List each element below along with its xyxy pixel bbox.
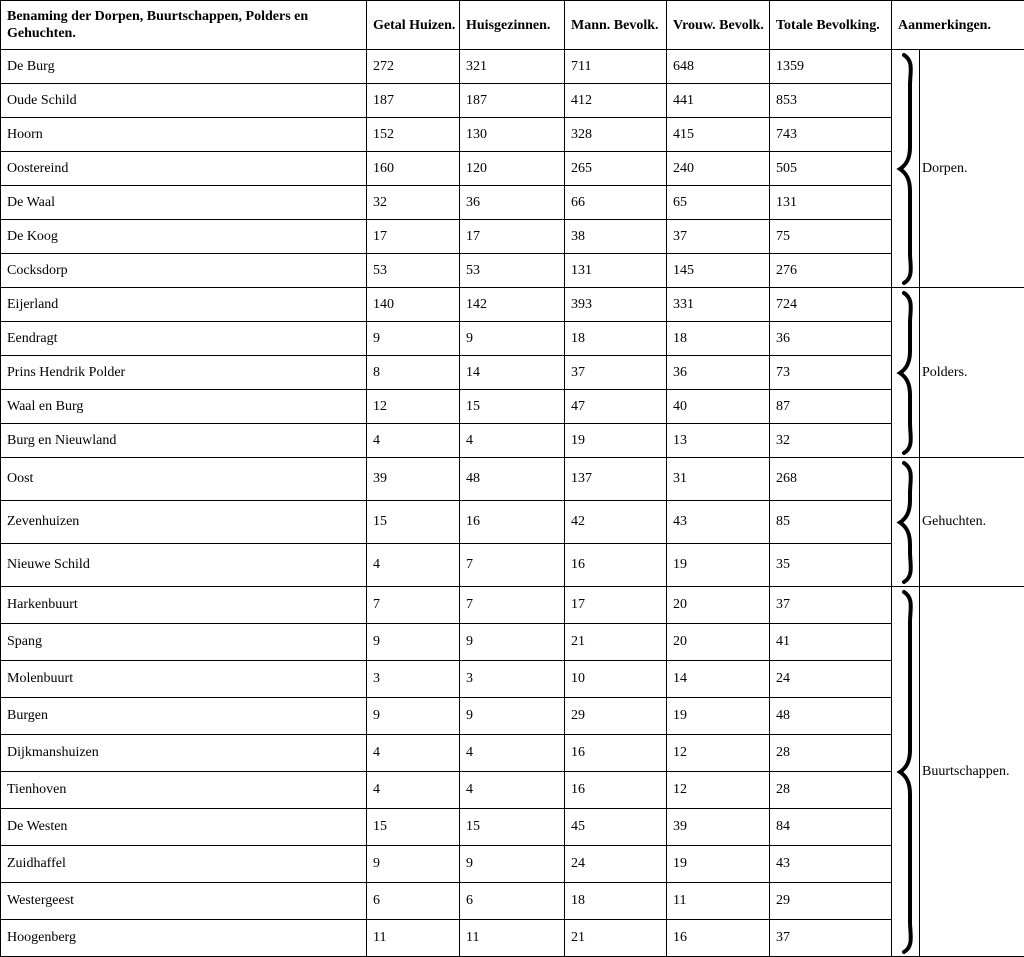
cell-female: 39 xyxy=(667,809,770,846)
brace-cell xyxy=(892,288,920,458)
cell-total: 75 xyxy=(770,220,892,254)
cell-total: 35 xyxy=(770,544,892,587)
cell-name: Burgen xyxy=(1,698,367,735)
cell-male: 265 xyxy=(565,152,667,186)
header-total: Totale Bevolking. xyxy=(770,1,892,50)
cell-female: 11 xyxy=(667,883,770,920)
cell-male: 37 xyxy=(565,356,667,390)
cell-female: 65 xyxy=(667,186,770,220)
cell-houses: 15 xyxy=(367,809,460,846)
cell-name: Harkenbuurt xyxy=(1,587,367,624)
remark-label: Buurtschappen. xyxy=(922,763,1010,779)
cell-female: 20 xyxy=(667,587,770,624)
cell-female: 12 xyxy=(667,772,770,809)
cell-houses: 272 xyxy=(367,50,460,84)
cell-male: 19 xyxy=(565,424,667,458)
cell-name: Zuidhaffel xyxy=(1,846,367,883)
header-male: Mann. Bevolk. xyxy=(565,1,667,50)
cell-total: 276 xyxy=(770,254,892,288)
cell-female: 19 xyxy=(667,698,770,735)
cell-female: 14 xyxy=(667,661,770,698)
cell-houses: 140 xyxy=(367,288,460,322)
cell-male: 42 xyxy=(565,501,667,544)
brace-cell xyxy=(892,458,920,587)
cell-name: Nieuwe Schild xyxy=(1,544,367,587)
cell-female: 19 xyxy=(667,846,770,883)
cell-households: 36 xyxy=(460,186,565,220)
cell-female: 240 xyxy=(667,152,770,186)
remark-cell xyxy=(920,458,1024,587)
table-row xyxy=(1,254,1024,288)
cell-female: 20 xyxy=(667,624,770,661)
cell-total: 268 xyxy=(770,458,892,501)
cell-male: 328 xyxy=(565,118,667,152)
header-houses: Getal Huizen. xyxy=(367,1,460,50)
cell-male: 47 xyxy=(565,390,667,424)
cell-total: 743 xyxy=(770,118,892,152)
remark-cell xyxy=(920,50,1024,288)
cell-male: 29 xyxy=(565,698,667,735)
cell-total: 37 xyxy=(770,587,892,624)
cell-households: 142 xyxy=(460,288,565,322)
cell-male: 16 xyxy=(565,544,667,587)
header-name: Benaming der Dorpen, Buurtschappen, Polders en Gehuchten. xyxy=(1,1,367,50)
table-row xyxy=(1,152,1024,186)
table-row xyxy=(1,544,1024,587)
cell-male: 10 xyxy=(565,661,667,698)
cell-total: 505 xyxy=(770,152,892,186)
remark-cell xyxy=(920,288,1024,458)
brace-cell xyxy=(892,587,920,957)
cell-houses: 11 xyxy=(367,920,460,957)
cell-houses: 4 xyxy=(367,424,460,458)
cell-name: Spang xyxy=(1,624,367,661)
cell-houses: 6 xyxy=(367,883,460,920)
cell-male: 21 xyxy=(565,920,667,957)
header-households: Huisgezinnen. xyxy=(460,1,565,50)
cell-name: Molenbuurt xyxy=(1,661,367,698)
cell-houses: 4 xyxy=(367,544,460,587)
cell-households: 48 xyxy=(460,458,565,501)
cell-male: 45 xyxy=(565,809,667,846)
cell-households: 9 xyxy=(460,322,565,356)
table-row xyxy=(1,322,1024,356)
cell-name: Prins Hendrik Polder xyxy=(1,356,367,390)
cell-houses: 15 xyxy=(367,501,460,544)
cell-female: 415 xyxy=(667,118,770,152)
cell-female: 43 xyxy=(667,501,770,544)
cell-name: Zevenhuizen xyxy=(1,501,367,544)
table-row xyxy=(1,587,1024,624)
cell-female: 40 xyxy=(667,390,770,424)
cell-households: 4 xyxy=(460,772,565,809)
cell-households: 15 xyxy=(460,390,565,424)
cell-male: 18 xyxy=(565,883,667,920)
cell-male: 16 xyxy=(565,735,667,772)
cell-houses: 53 xyxy=(367,254,460,288)
cell-households: 53 xyxy=(460,254,565,288)
table-row xyxy=(1,772,1024,809)
cell-houses: 9 xyxy=(367,322,460,356)
header-female: Vrouw. Bevolk. xyxy=(667,1,770,50)
table-row xyxy=(1,846,1024,883)
cell-female: 13 xyxy=(667,424,770,458)
cell-female: 18 xyxy=(667,322,770,356)
cell-name: Tienhoven xyxy=(1,772,367,809)
cell-name: Hoorn xyxy=(1,118,367,152)
cell-male: 16 xyxy=(565,772,667,809)
cell-male: 412 xyxy=(565,84,667,118)
cell-houses: 160 xyxy=(367,152,460,186)
cell-female: 12 xyxy=(667,735,770,772)
cell-houses: 17 xyxy=(367,220,460,254)
cell-name: Eendragt xyxy=(1,322,367,356)
cell-houses: 9 xyxy=(367,624,460,661)
cell-male: 17 xyxy=(565,587,667,624)
cell-houses: 39 xyxy=(367,458,460,501)
cell-name: Waal en Burg xyxy=(1,390,367,424)
cell-households: 17 xyxy=(460,220,565,254)
table-row xyxy=(1,661,1024,698)
cell-name: Hoogenberg xyxy=(1,920,367,957)
table-row xyxy=(1,356,1024,390)
cell-male: 711 xyxy=(565,50,667,84)
cell-name: De Waal xyxy=(1,186,367,220)
cell-total: 43 xyxy=(770,846,892,883)
cell-households: 9 xyxy=(460,624,565,661)
cell-name: De Koog xyxy=(1,220,367,254)
brace-cell xyxy=(892,50,920,288)
cell-total: 73 xyxy=(770,356,892,390)
cell-total: 32 xyxy=(770,424,892,458)
table-body xyxy=(1,50,1024,957)
cell-total: 85 xyxy=(770,501,892,544)
cell-name: De Burg xyxy=(1,50,367,84)
cell-name: Dijkmanshuizen xyxy=(1,735,367,772)
cell-houses: 187 xyxy=(367,84,460,118)
table-row xyxy=(1,920,1024,957)
table-row xyxy=(1,288,1024,322)
table-row xyxy=(1,390,1024,424)
cell-male: 38 xyxy=(565,220,667,254)
table-row xyxy=(1,809,1024,846)
cell-total: 87 xyxy=(770,390,892,424)
cell-households: 321 xyxy=(460,50,565,84)
table-row xyxy=(1,624,1024,661)
cell-total: 29 xyxy=(770,883,892,920)
table-row xyxy=(1,186,1024,220)
cell-households: 4 xyxy=(460,735,565,772)
cell-name: Eijerland xyxy=(1,288,367,322)
cell-male: 24 xyxy=(565,846,667,883)
cell-name: Cocksdorp xyxy=(1,254,367,288)
cell-houses: 152 xyxy=(367,118,460,152)
cell-name: Burg en Nieuwland xyxy=(1,424,367,458)
remark-label: Gehuchten. xyxy=(922,514,987,529)
cell-male: 131 xyxy=(565,254,667,288)
cell-houses: 7 xyxy=(367,587,460,624)
table-row xyxy=(1,698,1024,735)
cell-households: 7 xyxy=(460,544,565,587)
cell-male: 18 xyxy=(565,322,667,356)
cell-female: 19 xyxy=(667,544,770,587)
curly-brace-icon xyxy=(892,459,920,586)
cell-male: 21 xyxy=(565,624,667,661)
table-row xyxy=(1,50,1024,84)
cell-households: 11 xyxy=(460,920,565,957)
cell-households: 9 xyxy=(460,698,565,735)
cell-households: 14 xyxy=(460,356,565,390)
cell-households: 7 xyxy=(460,587,565,624)
cell-houses: 4 xyxy=(367,772,460,809)
cell-households: 15 xyxy=(460,809,565,846)
cell-female: 31 xyxy=(667,458,770,501)
cell-total: 28 xyxy=(770,735,892,772)
table-row xyxy=(1,501,1024,544)
cell-households: 16 xyxy=(460,501,565,544)
table-row xyxy=(1,118,1024,152)
cell-female: 145 xyxy=(667,254,770,288)
cell-total: 36 xyxy=(770,322,892,356)
cell-houses: 9 xyxy=(367,846,460,883)
cell-female: 648 xyxy=(667,50,770,84)
cell-name: Oost xyxy=(1,458,367,501)
cell-total: 24 xyxy=(770,661,892,698)
cell-female: 36 xyxy=(667,356,770,390)
table-row xyxy=(1,883,1024,920)
table-row xyxy=(1,220,1024,254)
table-row xyxy=(1,84,1024,118)
cell-total: 28 xyxy=(770,772,892,809)
cell-houses: 3 xyxy=(367,661,460,698)
remark-label: Polders. xyxy=(922,364,968,380)
cell-houses: 12 xyxy=(367,390,460,424)
cell-total: 724 xyxy=(770,288,892,322)
cell-female: 37 xyxy=(667,220,770,254)
cell-female: 331 xyxy=(667,288,770,322)
cell-total: 84 xyxy=(770,809,892,846)
remark-label: Dorpen. xyxy=(922,160,968,176)
header-remarks: Aanmerkingen. xyxy=(892,1,1024,50)
cell-households: 9 xyxy=(460,846,565,883)
cell-male: 66 xyxy=(565,186,667,220)
curly-brace-icon xyxy=(892,51,920,287)
cell-name: Oostereind xyxy=(1,152,367,186)
header-row xyxy=(1,1,1024,50)
cell-male: 393 xyxy=(565,288,667,322)
remark-cell xyxy=(920,587,1024,957)
cell-total: 131 xyxy=(770,186,892,220)
table-row xyxy=(1,735,1024,772)
cell-total: 48 xyxy=(770,698,892,735)
cell-male: 137 xyxy=(565,458,667,501)
cell-households: 4 xyxy=(460,424,565,458)
curly-brace-icon xyxy=(892,289,920,457)
cell-name: De Westen xyxy=(1,809,367,846)
cell-female: 16 xyxy=(667,920,770,957)
cell-houses: 32 xyxy=(367,186,460,220)
cell-households: 120 xyxy=(460,152,565,186)
cell-total: 37 xyxy=(770,920,892,957)
cell-houses: 9 xyxy=(367,698,460,735)
cell-households: 3 xyxy=(460,661,565,698)
cell-total: 853 xyxy=(770,84,892,118)
cell-houses: 8 xyxy=(367,356,460,390)
cell-name: Oude Schild xyxy=(1,84,367,118)
cell-households: 6 xyxy=(460,883,565,920)
table-row xyxy=(1,458,1024,501)
cell-total: 1359 xyxy=(770,50,892,84)
cell-name: Westergeest xyxy=(1,883,367,920)
cell-households: 187 xyxy=(460,84,565,118)
cell-total: 41 xyxy=(770,624,892,661)
curly-brace-icon xyxy=(892,588,920,956)
cell-houses: 4 xyxy=(367,735,460,772)
cell-households: 130 xyxy=(460,118,565,152)
table-row xyxy=(1,424,1024,458)
cell-female: 441 xyxy=(667,84,770,118)
